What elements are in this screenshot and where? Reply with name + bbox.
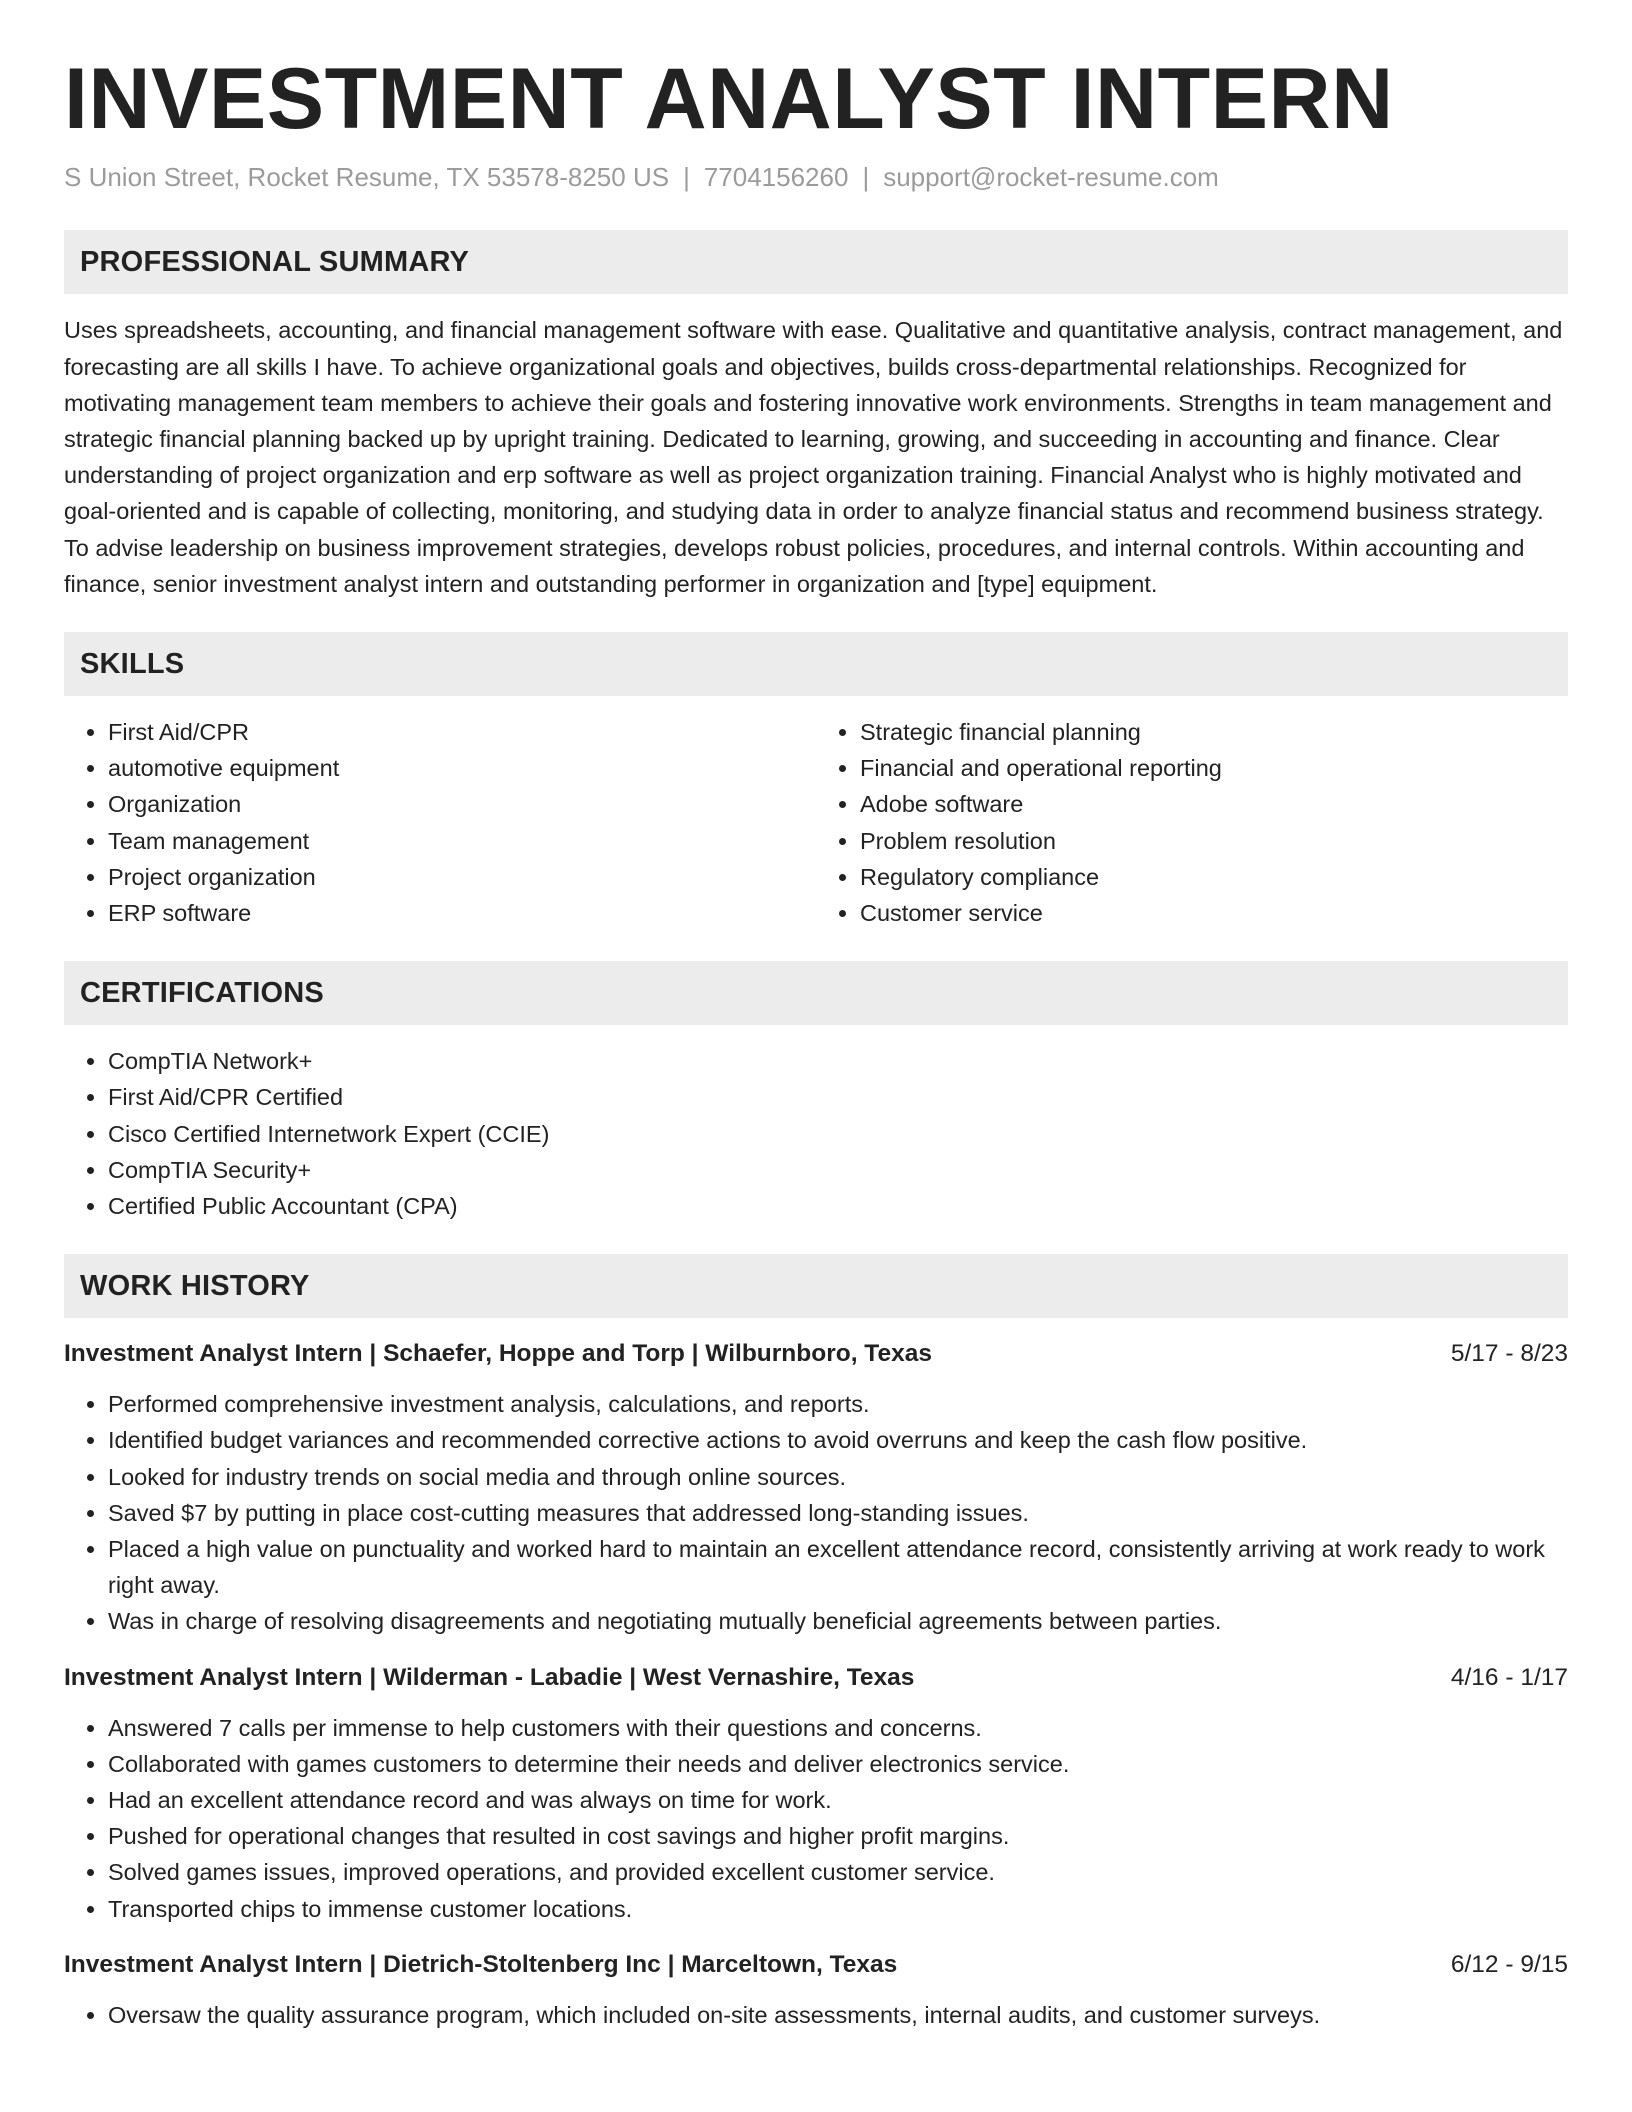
list-item: • Oversaw the quality assurance program, which included on-site assessments, internal audits, and customer surveys. (108, 1997, 1568, 2033)
list-item: • CompTIA Network+ (108, 1043, 1568, 1079)
contact-phone: 7704156260 (703, 161, 849, 192)
skills-heading: SKILLS (80, 647, 185, 680)
contact-line (64, 161, 1568, 195)
list-item: • Organization (108, 786, 816, 822)
list-item: • ERP software (108, 895, 816, 931)
work-history-header (64, 1254, 1568, 1318)
list-item: • Transported chips to immense customer locations. (108, 1891, 1568, 1927)
list-item: • Had an excellent attendance record and was always on time for work. (108, 1782, 1568, 1818)
job-entry (64, 1336, 1568, 1639)
list-item: • Adobe software (860, 786, 1568, 822)
certifications-list (64, 1043, 1568, 1224)
job-dates: 4/16 - 1/17 (1450, 1663, 1568, 1691)
list-item: • Strategic financial planning (860, 714, 1568, 750)
list-item: • Placed a high value on punctuality and worked hard to maintain an excellent attendance record, consistently arriving at work ready to work right away. (108, 1531, 1568, 1603)
skills-list-left (64, 714, 816, 931)
list-item: • CompTIA Security+ (108, 1152, 1568, 1188)
contact-separator: | (683, 161, 690, 192)
list-item: • Performed comprehensive investment analysis, calculations, and reports. (108, 1386, 1568, 1422)
job-header (64, 1336, 1568, 1372)
list-item: • Answered 7 calls per immense to help customers with their questions and concerns. (108, 1710, 1568, 1746)
job-entry (64, 1660, 1568, 1927)
summary-header (64, 230, 1568, 294)
candidate-name: INVESTMENT ANALYST INTERN (64, 51, 1394, 147)
contact-address: S Union Street, Rocket Resume, TX 53578-8250 US (64, 161, 670, 192)
skills-section (64, 632, 1568, 931)
work-history-section (64, 1254, 1568, 2033)
job-dates: 5/17 - 8/23 (1450, 1340, 1568, 1368)
certifications-section (64, 961, 1568, 1224)
summary-heading: PROFESSIONAL SUMMARY (80, 245, 470, 278)
certifications-header (64, 961, 1568, 1025)
job-title: Investment Analyst Intern | Schaefer, Hoppe and Torp | Wilburnboro, Texas (64, 1340, 932, 1368)
list-item: • First Aid/CPR (108, 714, 816, 750)
job-title: Investment Analyst Intern | Wilderman - Labadie | West Vernashire, Texas (64, 1663, 915, 1691)
work-history-heading: WORK HISTORY (80, 1269, 310, 1302)
list-item: • automotive equipment (108, 750, 816, 786)
list-item: • Collaborated with games customers to determine their needs and deliver electronics service. (108, 1746, 1568, 1782)
list-item: • Pushed for operational changes that resulted in cost savings and higher profit margins. (108, 1818, 1568, 1854)
list-item: • Problem resolution (860, 823, 1568, 859)
list-item: • Customer service (860, 895, 1568, 931)
list-item: • Identified budget variances and recommended corrective actions to avoid overruns and keep the cash flow positive. (108, 1422, 1568, 1458)
skills-grid (64, 714, 1568, 931)
job-dates: 6/12 - 9/15 (1450, 1950, 1568, 1978)
contact-separator: | (862, 161, 870, 192)
list-item: • Certified Public Accountant (CPA) (108, 1188, 1568, 1224)
job-header (64, 1660, 1568, 1696)
certifications-heading: CERTIFICATIONS (80, 976, 324, 1009)
list-item: • Cisco Certified Internetwork Expert (CCIE) (108, 1116, 1568, 1152)
list-item: • Regulatory compliance (860, 859, 1568, 895)
job-title: Investment Analyst Intern | Dietrich-Stoltenberg Inc | Marceltown, Texas (64, 1950, 898, 1978)
skills-header (64, 632, 1568, 696)
job-entry (64, 1947, 1568, 2033)
job-bullets (64, 1997, 1568, 2033)
list-item: • Saved $7 by putting in place cost-cutting measures that addressed long-standing issues. (108, 1495, 1568, 1531)
list-item: • Financial and operational reporting (860, 750, 1568, 786)
contact-email: support@rocket-resume.com (883, 161, 1219, 192)
skills-list-right (816, 714, 1568, 931)
list-item: • Solved games issues, improved operations, and provided excellent customer service. (108, 1854, 1568, 1890)
list-item: • Was in charge of resolving disagreements and negotiating mutually beneficial agreements between parties. (108, 1603, 1568, 1639)
list-item: • Project organization (108, 859, 816, 895)
job-bullets (64, 1386, 1568, 1639)
list-item: • Team management (108, 823, 816, 859)
summary-section (64, 230, 1568, 602)
job-header (64, 1947, 1568, 1983)
list-item: • Looked for industry trends on social media and through online sources. (108, 1459, 1568, 1495)
summary-text: Uses spreadsheets, accounting, and financial management software with ease. Qualitative and quantitative analysis, contract management, and forecasting are all skills I have. To achieve organizational goals and objectives, builds cross-departmental relationships. Recognized for motivating management team members to achieve their goals and fostering innovative work environments. Strengths in team management and strategic financial planning backed up by upright training. Dedicated to learning, growing, and succeeding in accounting and finance. Clear understanding of project organization and erp software as well as project organization training. Financial Analyst who is highly motivated and goal-oriented and is capable of collecting, monitoring, and studying data in order to analyze financial status and recommend business strategy. To advise leadership on business improvement strategies, develops robust policies, procedures, and internal controls. Within accounting and finance, senior investment analyst intern and outstanding performer in organization and [type] equipment. (64, 317, 1563, 597)
list-item: • First Aid/CPR Certified (108, 1079, 1568, 1115)
job-bullets (64, 1710, 1568, 1927)
